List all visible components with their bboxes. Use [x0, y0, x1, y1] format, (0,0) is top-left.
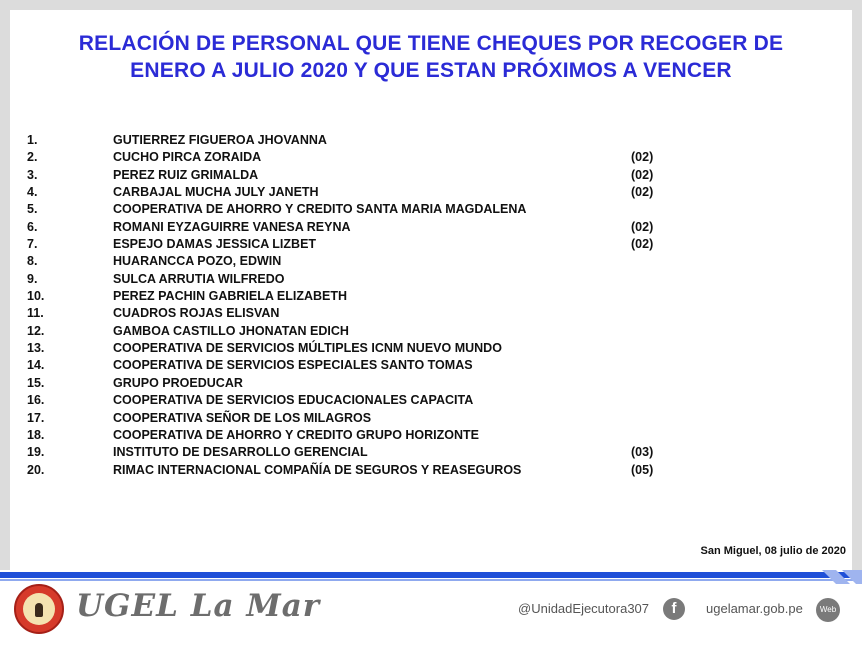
- footer-stripe: [0, 572, 862, 578]
- list-item-number: 10.: [27, 289, 45, 304]
- list-item-number: 16.: [27, 393, 45, 408]
- list-item: [27, 201, 807, 218]
- seal-center: [23, 593, 55, 625]
- list-item-name: GAMBOA CASTILLO JHONATAN EDICH: [113, 323, 349, 338]
- list-item: [27, 271, 807, 288]
- list-item-number: 13.: [27, 341, 45, 356]
- list-item: [27, 427, 807, 444]
- list-item-name: RIMAC INTERNACIONAL COMPAÑÍA DE SEGUROS Y REASEGUROS: [113, 462, 522, 477]
- list-item-name: COOPERATIVA DE SERVICIOS ESPECIALES SANTO TOMAS: [113, 358, 473, 373]
- list-item: [27, 219, 807, 236]
- list-item: [27, 305, 807, 322]
- list-item-number: 14.: [27, 358, 45, 373]
- institution-seal-icon: [14, 584, 64, 634]
- list-item: [27, 462, 807, 479]
- brand-logo-text: UGEL La Mar: [76, 588, 321, 624]
- list-item-name: PEREZ RUIZ GRIMALDA: [113, 167, 259, 182]
- website-link[interactable]: ugelamar.gob.pe: [706, 601, 803, 616]
- list-item: [27, 149, 807, 166]
- list-item-number: 7.: [27, 237, 38, 252]
- list-item: [27, 375, 807, 392]
- list-item: [27, 357, 807, 374]
- list-item-name: COOPERATIVA DE AHORRO Y CREDITO SANTA MARIA MAGDALENA: [113, 202, 527, 217]
- list-item: [27, 392, 807, 409]
- list-item-name: CARBAJAL MUCHA JULY JANETH: [113, 185, 319, 200]
- list-item-name: ROMANI EYZAGUIRRE VANESA REYNA: [113, 219, 351, 234]
- list-item-name: COOPERATIVA DE AHORRO Y CREDITO GRUPO HORIZONTE: [113, 427, 480, 442]
- list-item-number: 18.: [27, 427, 45, 442]
- footer-stripe-light: [0, 579, 862, 581]
- list-item-name: HUARANCCA POZO, EDWIN: [113, 254, 282, 269]
- list-item-name: PEREZ PACHIN GABRIELA ELIZABETH: [113, 289, 348, 304]
- list-item: [27, 340, 807, 357]
- list-item: [27, 184, 807, 201]
- page-title: [10, 30, 852, 84]
- list-item: [27, 167, 807, 184]
- list-item: [27, 288, 807, 305]
- list-item-number: 3.: [27, 167, 38, 182]
- list-item: [27, 323, 807, 340]
- title-line-2: ENERO A JULIO 2020 Y QUE ESTAN PRÓXIMOS A VENCER: [130, 59, 732, 82]
- list-item-number: 9.: [27, 271, 38, 286]
- date-line: San Miguel, 08 julio de 2020: [700, 545, 846, 557]
- list-item-name: CUCHO PIRCA ZORAIDA: [113, 150, 262, 165]
- list-item-number: 8.: [27, 254, 38, 269]
- list-item-count: (02): [631, 237, 654, 252]
- list-item-count: (05): [631, 462, 654, 477]
- list-item-number: 5.: [27, 202, 38, 217]
- list-item: [27, 253, 807, 270]
- list-item-name: CUADROS ROJAS ELISVAN: [113, 306, 280, 321]
- list-item-number: 2.: [27, 150, 38, 165]
- list-item-count: (02): [631, 219, 654, 234]
- list-item-number: 20.: [27, 462, 45, 477]
- list-item-count: (02): [631, 167, 654, 182]
- facebook-icon[interactable]: f: [663, 598, 685, 620]
- list-item-number: 11.: [27, 306, 44, 321]
- list-item-name: SULCA ARRUTIA WILFREDO: [113, 271, 285, 286]
- list-item-number: 6.: [27, 219, 38, 234]
- seal-figure: [35, 603, 43, 617]
- list-item-number: 1.: [27, 133, 38, 147]
- list-item-name: COOPERATIVA SEÑOR DE LOS MILAGROS: [113, 410, 372, 425]
- list-item-name: INSTITUTO DE DESARROLLO GERENCIAL: [113, 445, 368, 460]
- list-item: [27, 132, 807, 149]
- list-item-count: (03): [631, 445, 654, 460]
- document-sheet: [10, 10, 852, 570]
- list-item-name: COOPERATIVA DE SERVICIOS EDUCACIONALES CAPACITA: [113, 393, 474, 408]
- footer-banner: [0, 570, 862, 648]
- list-item-number: 17.: [27, 410, 45, 425]
- list-item-number: 19.: [27, 445, 45, 460]
- list-item: [27, 444, 807, 461]
- facebook-handle[interactable]: @UnidadEjecutora307: [518, 601, 650, 616]
- title-line-1: RELACIÓN DE PERSONAL QUE TIENE CHEQUES POR RECOGER DE: [78, 32, 784, 55]
- list-item-count: (02): [631, 185, 654, 200]
- list-item-name: GRUPO PROEDUCAR: [113, 375, 243, 390]
- corner-chevron-icon: [802, 570, 862, 584]
- list-item-number: 15.: [27, 375, 45, 390]
- list-item: [27, 410, 807, 427]
- list-item-count: (02): [631, 150, 654, 165]
- personnel-list: [27, 132, 807, 479]
- list-item: [27, 236, 807, 253]
- list-item-name: COOPERATIVA DE SERVICIOS MÚLTIPLES ICNM NUEVO MUNDO: [113, 341, 502, 356]
- list-item-number: 4.: [27, 185, 38, 200]
- list-item-number: 12.: [27, 323, 45, 338]
- web-icon[interactable]: Web: [816, 598, 840, 622]
- list-item-name: GUTIERREZ FIGUEROA JHOVANNA: [113, 133, 327, 147]
- list-item-name: ESPEJO DAMAS JESSICA LIZBET: [113, 237, 317, 252]
